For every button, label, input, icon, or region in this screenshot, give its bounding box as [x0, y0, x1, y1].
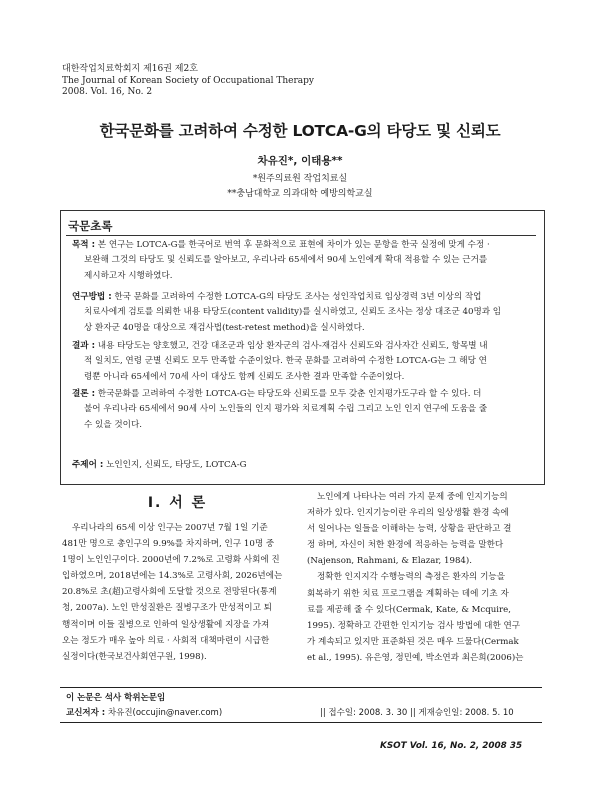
- method-label: 연구방법 :: [72, 292, 112, 302]
- method-line-3: 상 환자군 40명을 대상으로 재검사법(test-retest method)을 실시하였다.: [84, 322, 365, 333]
- keywords: [72, 458, 247, 470]
- left-line: 행적이며 이들 질병으로 인하여 일상생활에 지장을 가져: [62, 619, 270, 630]
- result-line-3: 령뿐 아니라 65세에서 70세 사이 대상도 함께 신뢰도 조사한 결과 만족할 수준이었다.: [84, 371, 405, 382]
- right-line: 저하가 있다. 인지기능이란 우리의 일상생활 환경 속에: [307, 508, 509, 519]
- conclusion-line-3: 수 있을 것이다.: [84, 419, 143, 430]
- left-line: 20.8%로 초(超)고령사회에 도달할 것으로 전망된다(통계: [62, 587, 277, 598]
- keywords-value: 노인인지, 신뢰도, 타당도, LOTCA-G: [106, 460, 247, 470]
- left-line: 1명이 노인인구이다. 2000년에 7.2%로 고령화 사회에 진: [62, 555, 280, 566]
- left-line: 입하였으며, 2018년에는 14.3%로 고령사회, 2026년에는: [62, 571, 283, 582]
- footnote-corresponding-author: [66, 706, 222, 718]
- left-line: 실정이다(한국보건사회연구원, 1998).: [62, 651, 207, 662]
- result-line-1: 내용 타당도는 양호했고, 건강 대조군과 임상 환자군의 검사-재검사 신뢰도와 검사자간 신뢰도, 항목별 내: [97, 341, 488, 351]
- purpose-line-3: 제시하고자 시행하였다.: [84, 270, 173, 281]
- left-line: 오는 정도가 매우 높아 의료 · 사회적 대책마련이 시급한: [62, 635, 270, 646]
- abstract-conclusion: [72, 387, 532, 433]
- paper-authors: 차유진*, 이태용**: [257, 155, 343, 167]
- abstract-purpose: [72, 238, 532, 284]
- corresponding-author-label: 교신저자 :: [66, 708, 106, 718]
- keywords-label: 주제어 :: [72, 460, 104, 470]
- section-title: I. 서 론: [147, 495, 208, 511]
- right-line: 료를 제공해 줄 수 있다(Cermak, Kate, & Mcquire,: [307, 604, 511, 615]
- affiliation-2: **충남대학교 의과대학 예방의학교실: [227, 189, 373, 199]
- result-line-2: 적 일치도, 연령 군별 신뢰도 모두 만족할 수준이었다. 한국 문화를 고려하여 수정한 LOTCA-G는 그 해당 연: [84, 356, 487, 367]
- purpose-line-1: 본 연구는 LOTCA-G를 한국어로 번역 후 문화적으로 표현에 차이가 있는 문항을 한국 실정에 맞게 수정 ·: [97, 240, 490, 250]
- abstract-method: [72, 290, 532, 336]
- affiliation-1: *원주의료원 작업치료실: [252, 174, 348, 184]
- right-line: 정확한 인지지각 수행능력의 측정은 환자의 기능을: [317, 572, 505, 583]
- left-line: 481만 명으로 총인구의 9.9%를 차지하며, 인구 10명 중: [62, 539, 275, 550]
- conclusion-line-2: 불어 우리나라 65세에서 90세 사이 노인들의 인지 평가와 치료계획 수립 그리고 노인 인지 연구에 도움을 줄: [84, 404, 488, 415]
- page-footer: KSOT Vol. 16, No. 2, 2008 35: [380, 741, 523, 751]
- journal-header-volume: 2008. Vol. 16, No. 2: [62, 87, 153, 97]
- right-line: 1995). 정확하고 간편한 인지기능 검사 방법에 대한 연구: [307, 620, 521, 631]
- right-line: (Najenson, Rahmani, & Elazar, 1984).: [307, 556, 472, 567]
- abstract-result: [72, 339, 532, 385]
- journal-header: [62, 64, 314, 99]
- right-line: 가 계속되고 있지만 표준화된 것은 매우 드물다(Cermak: [307, 636, 519, 647]
- method-line-2: 치료사에게 검토를 의뢰한 내용 타당도(content validity)를 실시하였고, 신뢰도 조사는 정상 대조군 40명과 임: [84, 307, 502, 318]
- right-line: 정 하며, 자신이 처한 환경에 적응하는 능력을 말한다: [307, 540, 504, 551]
- left-line: 우리나라의 65세 이상 인구는 2007년 7월 1일 기준: [72, 523, 268, 533]
- footnote-divider-bottom: [60, 722, 542, 723]
- footnote-dates: || 접수일: 2008. 3. 30 || 게재승인일: 2008. 5. 10: [320, 708, 514, 718]
- right-line: 노인에게 나타나는 여러 가지 문제 중에 인지기능의: [317, 492, 508, 502]
- abstract-heading: 국문초록: [68, 219, 113, 233]
- paper-title: 한국문화를 고려하여 수정한 LOTCA-G의 타당도 및 신뢰도: [99, 122, 501, 140]
- right-line: 서 일어나는 일들을 이해하는 능력, 상황을 판단하고 결: [307, 524, 512, 535]
- method-line-1: 한국 문화를 고려하여 수정한 LOTCA-G의 타당도 조사는 성인작업치료 임상경력 3년 이상의 작업: [114, 292, 482, 302]
- abstract-divider: [66, 235, 536, 236]
- purpose-label: 목적 :: [72, 240, 96, 250]
- footnote-thesis-note: 이 논문은 석사 학위논문임: [66, 693, 166, 703]
- conclusion-label: 결론 :: [72, 389, 96, 399]
- conclusion-line-1: 한국문화를 고려하여 수정한 LOTCA-G는 타당도와 신뢰도를 모두 갖춘 인지평가도구라 할 수 있다. 더: [97, 389, 482, 399]
- right-line: et al., 1995). 유은영, 정민예, 박소연과 최은희(2006)는: [307, 652, 524, 663]
- right-line: 회복하기 위한 치료 프로그램을 계획하는 데에 기초 자: [307, 588, 509, 599]
- left-column: [62, 520, 294, 665]
- left-line: 청, 2007a). 노인 만성질환은 질병구조가 만성적이고 퇴: [62, 603, 272, 614]
- result-label: 결과 :: [72, 341, 96, 351]
- journal-header-korean: 대한작업치료학회지 제16권 제2호: [62, 64, 198, 74]
- purpose-line-2: 보완해 그것의 타당도 및 신뢰도를 알아보고, 우리나라 65세에서 90세 노인에게 확대 적용할 수 있는 근거를: [84, 255, 488, 266]
- footnote-divider-top: [60, 687, 542, 688]
- right-column: [307, 489, 539, 666]
- corresponding-author-value: 차유진(occujin@naver.com): [107, 708, 223, 718]
- journal-header-english: The Journal of Korean Society of Occupational Therapy: [62, 75, 315, 86]
